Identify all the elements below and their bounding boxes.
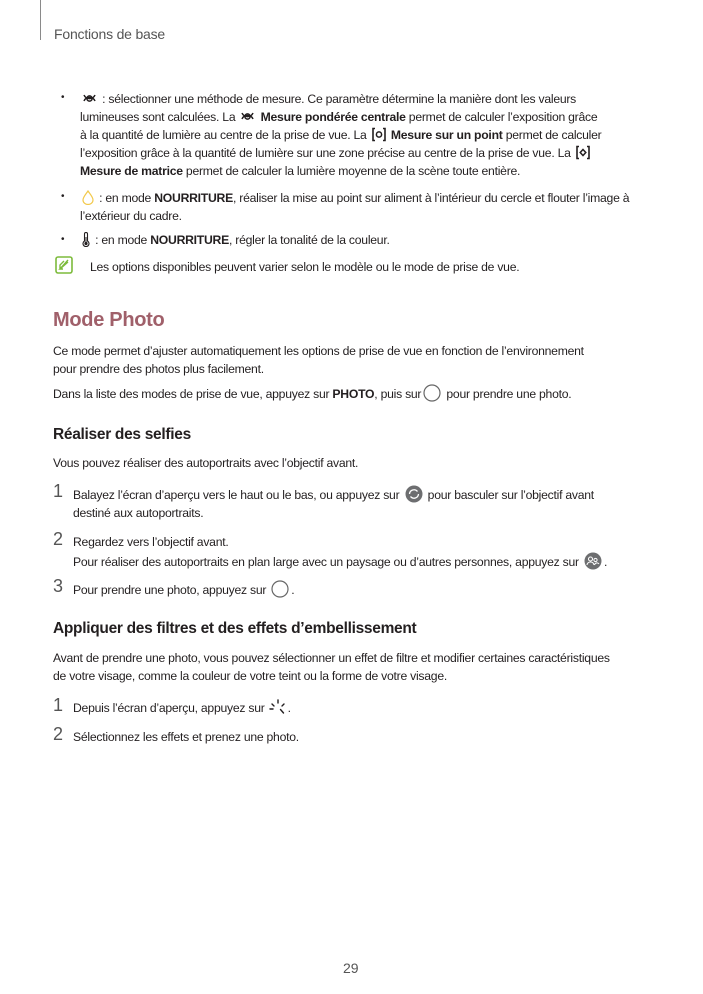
bullet-metering-line-2: lumineuses sont calculées. La Mesure pondérée centrale permet de calculer l’exposition grâce [80,110,598,124]
selfie-step-2-line-1: Regardez vers l’objectif avant. [73,535,229,549]
note-icon [55,256,73,274]
mode-photo-para2: Dans la liste des modes de prise de vue, appuyez sur PHOTO, puis sur pour prendre une photo. [53,384,571,403]
page-number: 29 [343,960,359,976]
note-text: Les options disponibles peuvent varier selon le modèle ou le mode de prise de vue. [90,260,520,274]
mode-photo-para1-line2: pour prendre des photos plus facilement. [53,362,264,376]
switch-camera-icon [404,485,424,503]
step-number: 2 [53,724,64,744]
effects-icon [269,699,287,715]
filter-step-2: Sélectionnez les effets et prenez une photo. [73,730,299,744]
drop-icon [81,190,95,205]
bullet-dot: • [61,191,65,202]
filters-intro-line-2: de votre visage, comme la couleur de votre teint ou la forme de votre visage. [53,669,447,683]
bullet-dot: • [61,234,65,245]
selfie-step-3: Pour prendre une photo, appuyez sur . [73,580,294,599]
filters-intro-line-1: Avant de prendre une photo, vous pouvez sélectionner un effet de filtre et modifier certaines caractéristiques [53,651,610,665]
step-number: 1 [53,695,64,715]
wide-selfie-icon [583,552,603,570]
step-number: 1 [53,481,64,501]
step-number: 3 [53,576,64,596]
selfie-step-2-line-2: Pour réaliser des autoportraits en plan large avec un paysage ou d’autres personnes, appuyez sur . [73,552,607,571]
selfie-step-1-line-1: Balayez l’écran d’aperçu vers le haut ou le bas, ou appuyez sur pour basculer sur l’objectif avant [73,485,594,504]
section-title-mode-photo: Mode Photo [53,309,165,331]
bullet-metering-line-1: : sélectionner une méthode de mesure. Ce paramètre détermine la manière dont les valeurs [80,90,576,108]
subsection-title-selfies: Réaliser des selfies [53,426,191,443]
bullet-metering-line-3: à la quantité de lumière au centre de la prise de vue. La Mesure sur un point permet de calculer [80,128,602,142]
selfies-intro: Vous pouvez réaliser des autoportraits avec l’objectif avant. [53,456,359,470]
metering-icon [81,91,98,106]
bullet-metering-line-5: Mesure de matrice permet de calculer la lumière moyenne de la scène toute entière. [80,164,521,178]
mode-photo-para1-line1: Ce mode permet d’ajuster automatiquement les options de prise de vue en fonction de l’environnement [53,344,584,358]
filter-step-1: Depuis l’écran d’aperçu, appuyez sur . [73,701,291,715]
bullet-thermometer-line: : en mode NOURRITURE, régler la tonalité de la couleur. [80,231,390,249]
center-weighted-icon [239,109,256,124]
bullet-metering-line-4: l’exposition grâce à la quantité de lumière sur une zone précise au centre de la prise de vue. La [80,144,592,162]
bullet-drop-line-2: l’extérieur du cadre. [80,209,182,223]
header-rule [40,0,41,40]
bullet-drop-line-1: : en mode NOURRITURE, réaliser la mise au point sur aliment à l’intérieur du cercle et flouter l’image à [80,189,629,207]
spot-metering-icon [371,127,387,142]
subsection-title-filters: Appliquer des filtres et des effets d’embellissement [53,620,417,637]
thermometer-icon [81,232,91,247]
selfie-step-1-line-2: destiné aux autoportraits. [73,506,204,520]
shutter-icon [422,384,442,402]
step-number: 2 [53,529,64,549]
shutter-icon [270,580,290,598]
page-header-title: Fonctions de base [54,26,166,42]
matrix-metering-icon [575,145,591,160]
bullet-dot: • [61,92,65,103]
